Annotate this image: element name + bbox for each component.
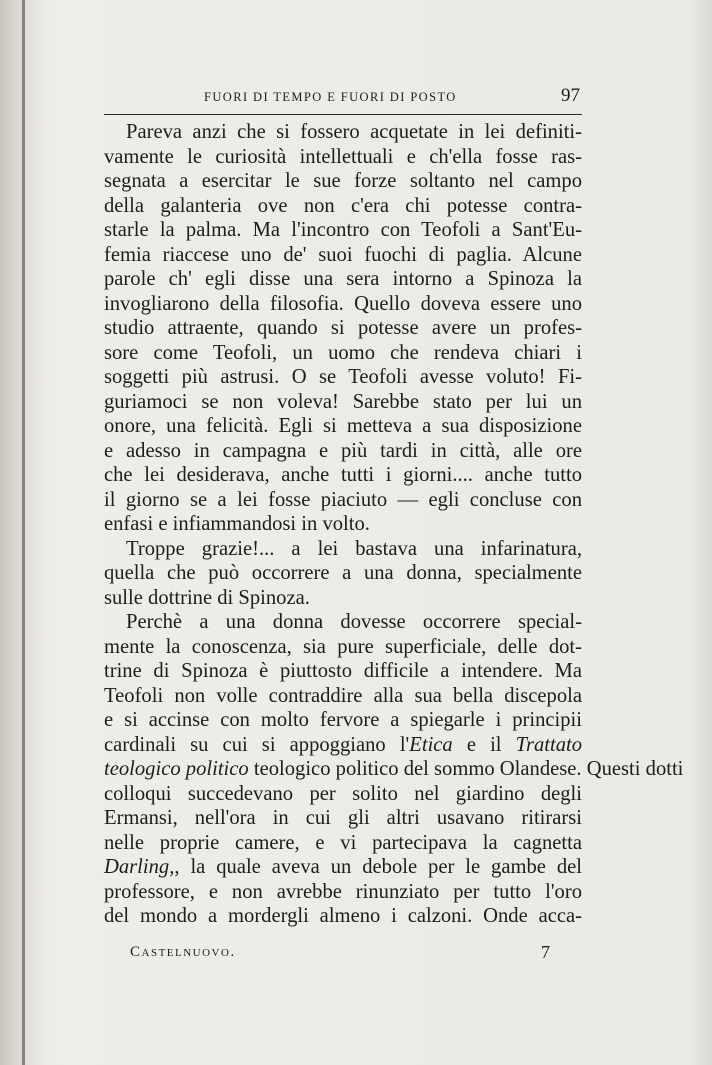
text-line: Ermansi, nell'ora in cui gli altri usavano ritirarsi [104,807,582,829]
signature-number: 7 [541,942,550,962]
text-fragment: e il [452,733,516,756]
text-line: sore come Teofoli, un uomo che rendeva chiari i [104,341,582,364]
text-line-mixed [104,733,582,758]
text-line: parole ch' egli disse una sera intorno a Spinoza la [104,268,582,290]
text-line: quella che può occorrere a una donna, specialmente [104,562,582,584]
text-line: Troppe grazie!... a lei bastava una infarinatura, [126,537,582,560]
text-line: trine di Spinoza è piuttosto difficile a intendere. Ma [104,660,582,682]
text-line-mixed [104,855,582,880]
signature-mark: Castelnuovo. [130,944,236,960]
header-rule [104,114,582,115]
text-line: Teofoli non volle contraddire alla sua bella discepola [104,684,582,707]
text-line: Perchè a una donna dovesse occorrere special- [126,611,582,633]
text-line: sulle dottrine di Spinoza. [104,586,310,609]
page-footer [130,944,550,966]
text-line: onore, una felicità. Egli si metteva a sua disposizione [104,415,582,437]
text-line: nelle proprie camere, e vi partecipava la cagnetta [104,831,582,854]
text-line: e adesso in campagna e più tardi in città, alle ore [104,439,582,462]
text-line: del mondo a mordergli almeno i calzoni. Onde acca- [104,905,582,927]
italic-title-trattato: Trattato [515,733,583,756]
italic-title-etica: Etica [409,733,453,756]
text-line: Pareva anzi che si fossero acquetate in lei definiti- [126,121,582,143]
text-line: il giorno se a lei fosse piaciuto — egli concluse con [104,488,582,511]
text-line: invogliarono della filosofia. Quello doveva essere uno [104,292,582,315]
italic-name-darling: Darling, [104,856,175,878]
text-line: della galanteria ove non c'era chi potesse contra- [104,194,582,217]
text-line: starle la palma. Ma l'incontro con Teofoli a Sant'Eu- [104,219,582,241]
text-fragment: teologico politico del sommo Olandese. Questi dotti [253,758,684,780]
text-line: e si accinse con molto fervore a spiegarle i principii [104,709,582,731]
text-fragment: , la quale aveva un debole per le gambe del [174,856,582,878]
text-line: enfasi e infiammandosi in volto. [104,513,370,535]
text-line: segnata a esercitar le sue forze soltanto nel campo [104,170,582,192]
text-line: femia riaccese uno de' suoi fuochi di paglia. Alcune [104,243,582,266]
text-line: guriamoci se non voleva! Sarebbe stato per lui un [104,390,582,413]
text-line: mente la conoscenza, sia pure superficiale, delle dot- [104,635,582,658]
text-fragment: cardinali su cui si appoggiano l' [104,733,410,756]
text-line: studio attraente, quando si potesse avere un profes- [104,317,582,339]
text-line: professore, e non avrebbe rinunziato per tutto l'oro [104,880,582,903]
page-header [104,84,584,108]
running-head: FUORI DI TEMPO E FUORI DI POSTO [204,90,457,104]
italic-title-teologico: teologico politico [104,758,249,780]
text-line: soggetti più astrusi. O se Teofoli avesse voluto! Fi- [104,366,582,388]
text-line: vamente le curiosità intellettuali e ch'ella fosse ras- [104,145,582,168]
page-number: 97 [561,85,580,106]
body-text [104,120,684,929]
text-line-mixed [104,757,684,782]
text-line: colloqui succedevano per solito nel giardino degli [104,782,582,805]
binding-edge-line [22,0,25,1065]
text-line: che lei desiderava, anche tutti i giorni.... anche tutto [104,464,582,486]
